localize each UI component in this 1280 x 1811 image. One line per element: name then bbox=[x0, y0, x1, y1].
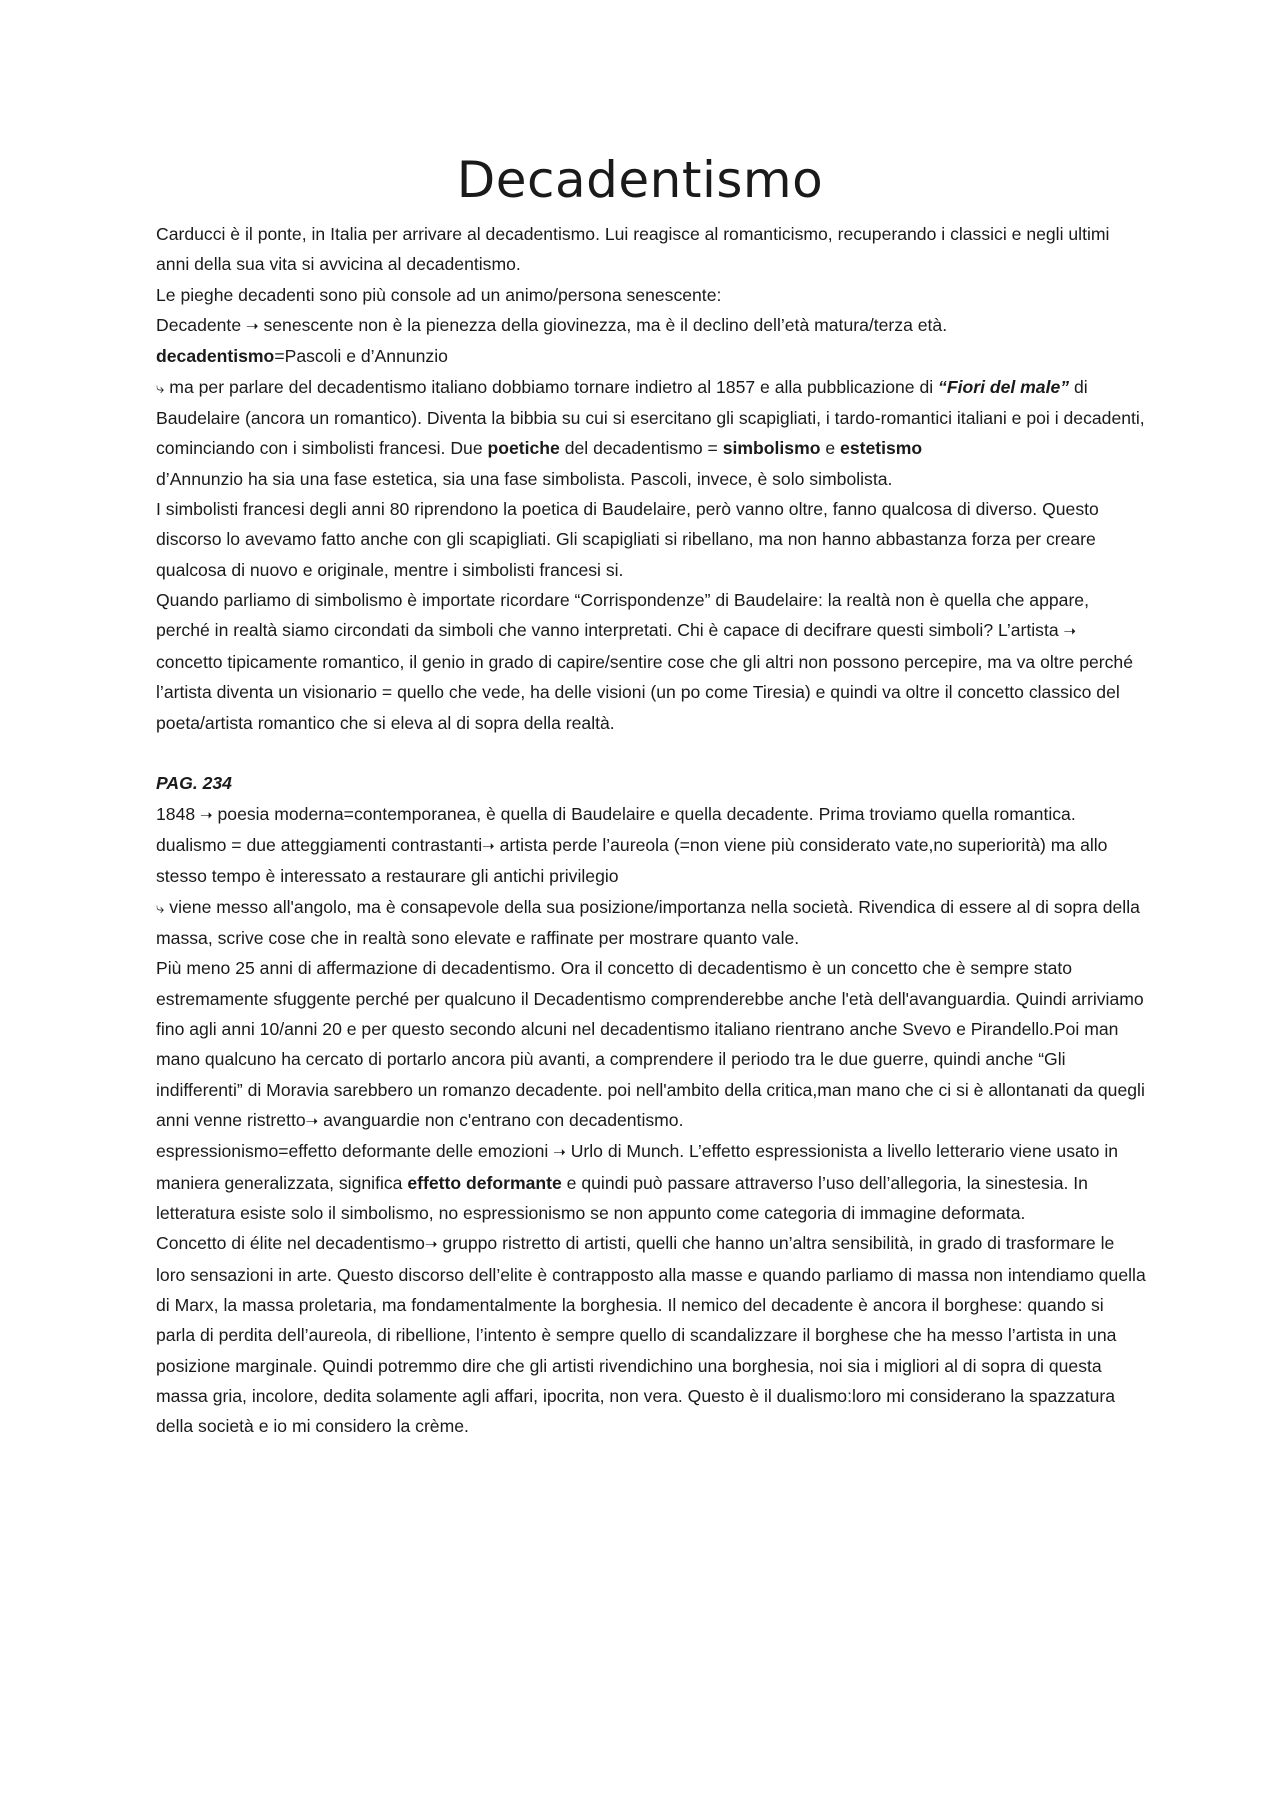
right-arrow-icon: ➝ bbox=[305, 1111, 319, 1130]
text-run: Più meno 25 anni di affermazione di decadentismo. Ora il concetto di decadentismo è un concetto che è sempre stato estremamente sfuggente perché per qualcuno il Decadentismo comprenderebbe anche l'età dell'avanguardia. Quindi arriviamo fino agli anni 10/anni 20 e per questo secondo alcuni nel decadentismo italiano rientrano anche Svevo e Pirandello.Poi man mano qualcuno ha cercato di portarlo ancora più avanti, a comprendere il periodo tra le due guerre, quindi anche “Gli indifferenti” di Moravia sarebbero un romanzo decadente. poi nell'ambito della critica,man mano che ci si è allontanati da quegli anni venne ristretto bbox=[156, 958, 1145, 1130]
bold-text: poetiche bbox=[487, 438, 560, 459]
paragraph bbox=[156, 1136, 1146, 1228]
text-run: senescente non è la pienezza della giovinezza, ma è il declino dell’età matura/terza età. bbox=[258, 315, 948, 336]
paragraph bbox=[156, 953, 1146, 1136]
right-arrow-icon: ➝ bbox=[246, 317, 259, 336]
text-run: Le pieghe decadenti sono più console ad un animo/persona senescente: bbox=[156, 284, 722, 305]
text-run: =Pascoli e d’Annunzio bbox=[274, 346, 448, 367]
paragraph bbox=[156, 372, 1146, 464]
right-arrow-icon: ➝ bbox=[482, 836, 495, 855]
text-run: dualismo = due atteggiamenti contrastanti bbox=[156, 834, 483, 855]
text-run: Decadente bbox=[156, 315, 246, 336]
paragraph bbox=[156, 464, 1146, 494]
bold-text: effetto deformante bbox=[407, 1172, 562, 1193]
text-run: Urlo di Munch. L’effetto espressionista a livello letterario viene usato in maniera generalizzata, significa bbox=[156, 1141, 1119, 1193]
paragraph bbox=[156, 830, 1146, 892]
bold-text: PAG. 234 bbox=[156, 773, 232, 794]
text-run: d’Annunzio ha sia una fase estetica, sia una fase simbolista. Pascoli, invece, è solo simbolista. bbox=[156, 468, 893, 489]
right-arrow-icon: ➝ bbox=[553, 1143, 566, 1162]
paragraph bbox=[156, 219, 1146, 280]
text-run: viene messo all'angolo, ma è consapevole della sua posizione/importanza nella società. Rivendica di essere al di sopra della massa, scrive cose che in realtà sono elevate e raffinate per mostrare quanto vale. bbox=[156, 896, 1140, 948]
right-arrow-icon: ➝ bbox=[424, 1235, 438, 1254]
paragraph bbox=[156, 494, 1146, 585]
text-run: e quindi può passare attraverso l’uso dell’allegoria, la sinestesia. In letteratura esiste solo il simbolismo, no espressionismo se non appunto come categoria di immagine deformata. bbox=[156, 1172, 1088, 1223]
blank-line bbox=[156, 738, 1146, 768]
text-run: Concetto di élite nel decadentismo bbox=[156, 1233, 425, 1254]
return-arrow-icon: ⤷ bbox=[156, 898, 165, 917]
return-arrow-icon: ⤷ bbox=[156, 378, 165, 397]
text-run: Quando parliamo di simbolismo è importate ricordare “Corrispondenze” di Baudelaire: la realtà non è quella che appare, perché in realtà siamo circondati da simboli che vanno interpretati. Chi è capace di decifrare questi simboli? L’artista bbox=[156, 590, 1089, 641]
bold-text: decadentismo bbox=[156, 346, 275, 367]
paragraph bbox=[156, 768, 1146, 798]
paragraph bbox=[156, 799, 1146, 830]
paragraph bbox=[156, 310, 1146, 341]
text-run: Carducci è il ponte, in Italia per arrivare al decadentismo. Lui reagisce al romanticismo, recuperando i classici e negli ultimi anni della sua vita si avvicina al decadentismo. bbox=[156, 224, 1110, 275]
text-run: concetto tipicamente romantico, il genio in grado di capire/sentire cose che gli altri non possono percepire, ma va oltre perché l’artista diventa un visionario = quello che vede, ha delle visioni (un po come Tiresia) e quindi va oltre il concetto classico del poeta/artista romantico che si eleva al di sopra della realtà. bbox=[156, 651, 1133, 733]
text-run: I simbolisti francesi degli anni 80 riprendono la poetica di Baudelaire, però vanno oltre, fanno qualcosa di diverso. Questo discorso lo avevamo fatto anche con gli scapigliati. Gli scapigliati si ribellano, ma non hanno abbastanza forza per creare qualcosa di nuovo e originale, mentre i simbolisti francesi si. bbox=[156, 499, 1099, 580]
paragraph bbox=[156, 585, 1146, 738]
paragraph bbox=[156, 1228, 1146, 1441]
bold-text: “Fiori del male” bbox=[938, 376, 1070, 397]
text-run: e bbox=[820, 438, 841, 459]
text-run: espressionismo=effetto deformante delle emozioni bbox=[156, 1141, 554, 1162]
text-run: del decadentismo = bbox=[559, 438, 723, 459]
bold-text: simbolismo bbox=[722, 438, 821, 459]
text-run: avanguardie non c'entrano con decadentismo. bbox=[318, 1109, 684, 1130]
text-run: ma per parlare del decadentismo italiano dobbiamo tornare indietro al 1857 e alla pubblicazione di bbox=[164, 376, 939, 397]
text-run: poesia moderna=contemporanea, è quella di Baudelaire e quella decadente. Prima troviamo quella romantica. bbox=[212, 803, 1076, 824]
document-body bbox=[156, 219, 1146, 1442]
right-arrow-icon: ➝ bbox=[1063, 622, 1077, 641]
page-title: Decadentismo bbox=[456, 151, 824, 209]
bold-text: estetismo bbox=[840, 438, 923, 459]
paragraph bbox=[156, 892, 1146, 954]
text-run: di Baudelaire (ancora un romantico). Diventa la bibbia su cui si esercitano gli scapigliati, i tardo-romantici italiani e poi i decadenti, cominciando con i simbolisti francesi. Due bbox=[156, 376, 1145, 459]
right-arrow-icon: ➝ bbox=[200, 805, 213, 824]
paragraph bbox=[156, 280, 1146, 310]
paragraph bbox=[156, 341, 1146, 371]
text-run: artista perde l’aureola (=non viene più considerato vate,no superiorità) ma allo stesso tempo è interessato a restaurare gli antichi privilegio bbox=[156, 834, 1108, 887]
text-run: gruppo ristretto di artisti, quelli che hanno un’altra sensibilità, in grado di trasformare le loro sensazioni in arte. Questo discorso dell’elite è contrapposto alla masse e quando parliamo di massa non intendiamo quella di Marx, la massa proletaria, ma fondamentalmente la borghesia. Il nemico del decadente è ancora il borghese: quando si parla di perdita dell’aureola, di ribellione, l’intento è sempre quello di scandalizzare il borghese che ha messo l’artista in una posizione marginale. Quindi potremmo dire che gli artisti rivendichino una borghesia, noi sia i migliori al di sopra di questa massa gria, incolore, dedita solamente agli affari, ipocrita, non vera. Questo è il dualismo:loro mi considerano la spazzatura della società e io mi considero la crème. bbox=[156, 1233, 1146, 1437]
text-run: 1848 bbox=[156, 803, 201, 824]
